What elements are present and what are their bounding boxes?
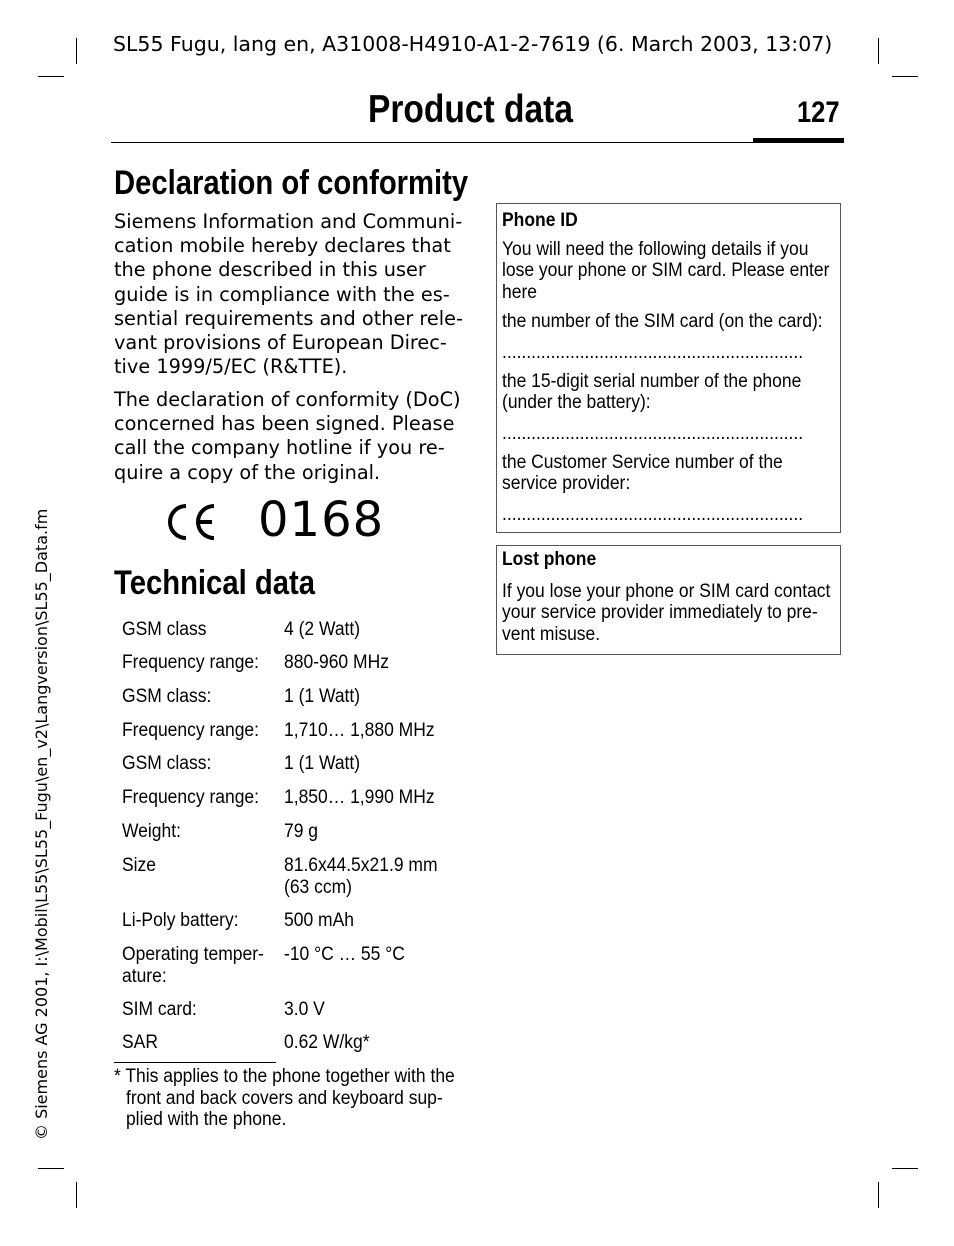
spec-key-text: GSM class [122,619,207,640]
crop-mark [76,1182,77,1208]
spec-key-text: Frequency range: [122,787,260,808]
spec-value-text: 79 g [284,821,319,842]
text-line: call the company hotline if you re- [114,436,445,460]
sim-number-field[interactable]: .............................................................. [502,342,804,363]
text-line: vant provisions of European Direc- [114,331,447,355]
lost-phone-line: vent misuse. [502,624,601,645]
crop-mark [76,38,77,64]
crop-mark [38,76,64,77]
spec-key [122,944,265,988]
spec-value-text: -10 °C … 55 °C [284,944,405,965]
spec-key-text: Li-Poly battery: [122,910,239,931]
spec-value-text: 0.62 W/kg* [284,1032,370,1053]
spec-value-text: 1,710… 1,880 MHz [284,720,435,741]
text-line: The declaration of conformity (DoC) [114,388,461,411]
conformity-heading: Declaration of conformity [114,164,469,202]
spec-value [284,753,468,775]
spec-value [284,944,468,966]
spec-key [122,652,265,674]
crop-mark [38,1168,64,1169]
lost-phone-line: If you lose your phone or SIM card contact [502,581,831,602]
spec-key [122,619,265,641]
header-rule [111,142,753,143]
page-number-rule [753,138,844,143]
ce-mark-logo [162,498,218,546]
page-title: Product data [368,88,574,131]
phone-id-box [496,203,841,533]
spec-value-text: 1,850… 1,990 MHz [284,787,435,808]
text-line: cation mobile hereby declares that [114,234,451,258]
lost-phone-title: Lost phone [502,549,597,570]
spec-key-text: Size [122,855,157,876]
sim-number-label: the number of the SIM card (on the card): [502,311,823,332]
spec-value-text: 4 (2 Watt) [284,619,361,640]
spec-key [122,821,265,843]
service-number-field[interactable]: .............................................................. [502,504,804,525]
spec-key-text: ature: [122,966,167,987]
spec-key [122,753,265,775]
lost-phone-line: your service provider immediately to pre- [502,602,818,623]
spec-key [122,1032,265,1054]
spec-value-text: 81.6x44.5x21.9 mm [284,855,438,876]
spec-key-text: GSM class: [122,753,212,774]
technical-heading: Technical data [114,564,315,602]
text-line: tive 1999/5/EC (R&TTE). [114,355,348,379]
spec-key [122,855,265,877]
spec-key-text: SIM card: [122,999,197,1020]
serial-number-field[interactable]: .............................................................. [502,423,804,444]
page-number: 127 [797,96,840,129]
spec-value [284,855,468,899]
spec-key-text: Operating temper- [122,944,264,965]
spec-value-text: (63 ccm) [284,877,352,898]
serial-number-label: (under the battery): [502,392,651,413]
spec-key [122,787,265,809]
spec-value [284,619,468,641]
spec-key [122,910,265,932]
conformity-paragraph-1 [114,210,464,379]
side-file-path: © Siemens AG 2001, I:\Mobil\L55\SL55_Fugu\en_v2\Langversion\SL55_Data.fm [32,508,51,1140]
spec-key [122,720,265,742]
spec-value-text: 1 (1 Watt) [284,753,361,774]
spec-key-text: Frequency range: [122,652,260,673]
phone-id-intro-line: here [502,282,537,303]
footnote-line: plied with the phone. [125,1109,287,1130]
text-line: Siemens Information and Communi- [114,210,463,233]
spec-key-text: Frequency range: [122,720,260,741]
text-line: quire a copy of the original. [114,460,381,484]
service-number-label: the Customer Service number of the [502,452,783,473]
crop-mark [892,1168,918,1169]
service-number-label: service provider: [502,473,631,494]
spec-value-text: 500 mAh [284,910,354,931]
spec-value-text: 1 (1 Watt) [284,686,361,707]
crop-mark [878,1182,879,1208]
conformity-paragraph-2 [114,388,464,485]
text-line: sential requirements and other rele- [114,306,463,330]
spec-value [284,1032,468,1054]
spec-key [122,686,265,708]
spec-value-text: 880-960 MHz [284,652,389,673]
phone-id-title: Phone ID [502,210,578,231]
footnote-rule [114,1062,276,1063]
ce-notified-body-number: 0168 [258,492,385,548]
crop-mark [892,76,918,77]
spec-key-text: Weight: [122,821,181,842]
phone-id-intro-line: You will need the following details if you [502,239,809,260]
serial-number-label: the 15-digit serial number of the phone [502,371,802,392]
crop-mark [878,38,879,64]
phone-id-intro-line: lose your phone or SIM card. Please enter [502,260,830,281]
spec-value [284,910,468,932]
footnote-line: * This applies to the phone together with the [114,1066,455,1087]
spec-value [284,686,468,708]
spec-value-text: 3.0 V [284,999,325,1020]
spec-key-text: GSM class: [122,686,212,707]
sar-footnote [114,1066,455,1131]
spec-value [284,720,468,742]
text-line: the phone described in this user [114,258,426,282]
footnote-line: front and back covers and keyboard sup- [125,1087,443,1109]
spec-key [122,999,265,1021]
spec-value [284,999,468,1021]
spec-value [284,821,468,843]
text-line: guide is in compliance with the es- [114,282,450,306]
text-line: concerned has been signed. Please [114,412,455,436]
file-info-line: SL55 Fugu, lang en, A31008-H4910-A1-2-7619 (6. March 2003, 13:07) [113,32,833,56]
spec-value [284,787,468,809]
spec-value [284,652,468,674]
spec-key-text: SAR [122,1032,158,1053]
lost-phone-box [496,545,841,655]
